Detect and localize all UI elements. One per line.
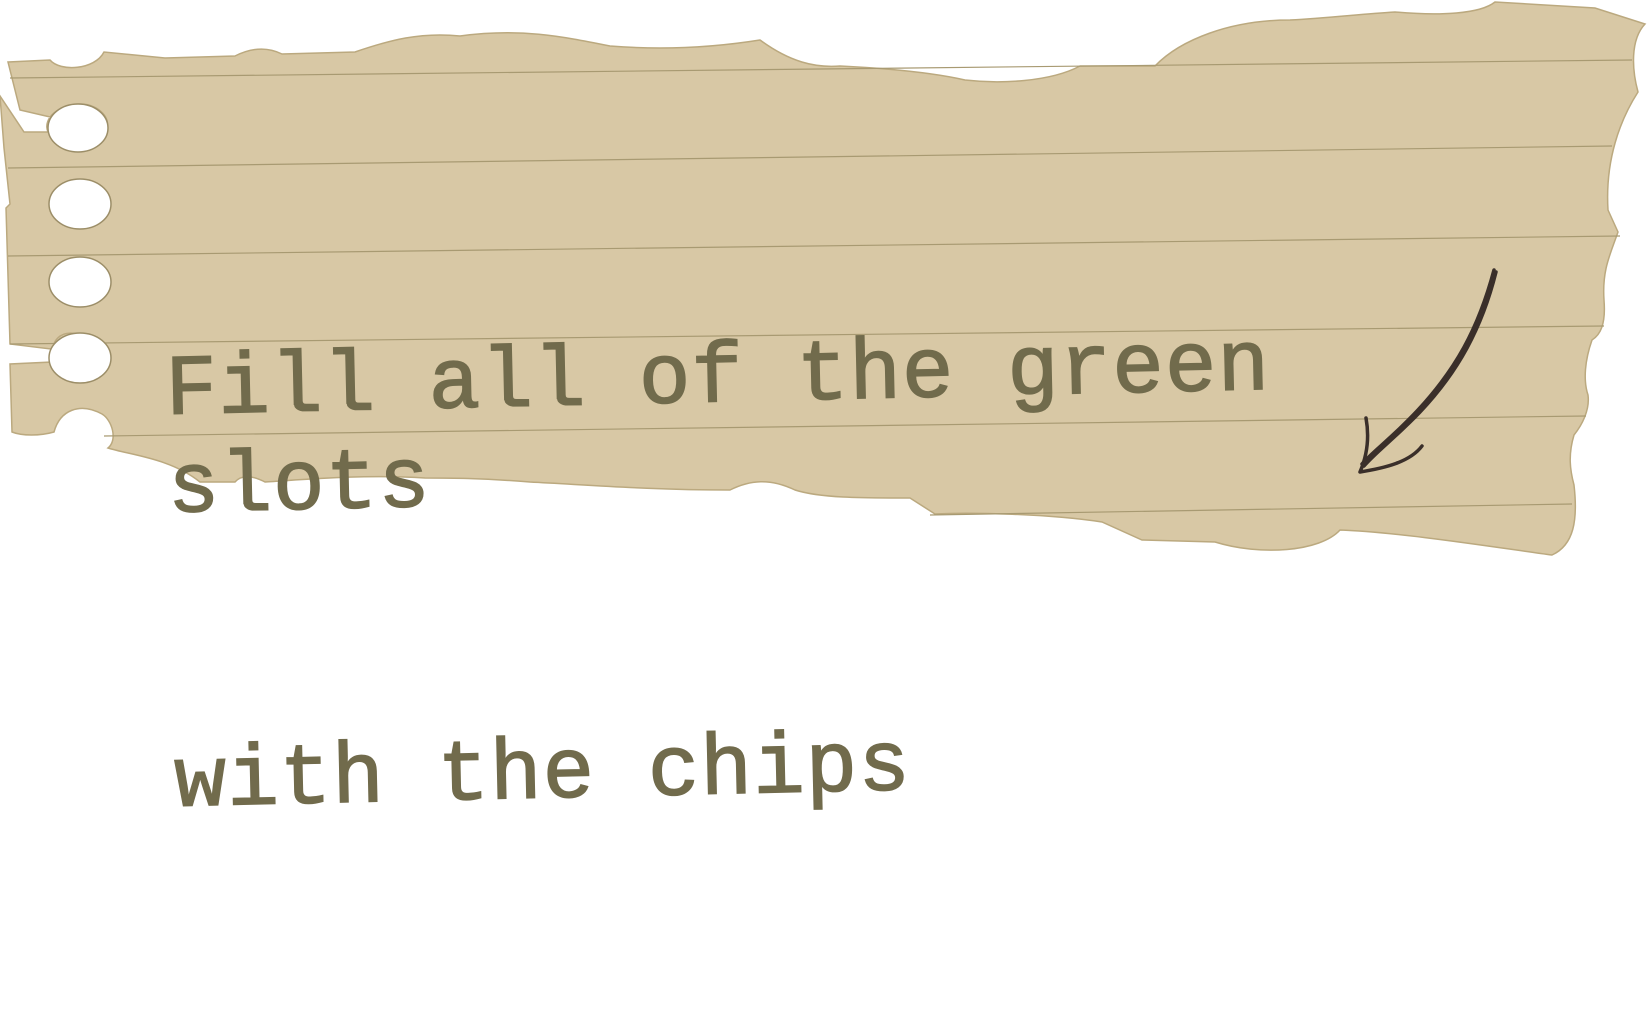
binder-hole [49,257,111,307]
instruction-text [160,115,1560,1028]
instruction-line-1: Fill all of the green slots [164,315,1324,538]
binder-hole [49,333,111,383]
binder-hole [48,104,108,152]
instruction-line-2: with the chips [173,717,912,832]
binder-hole [49,179,111,229]
